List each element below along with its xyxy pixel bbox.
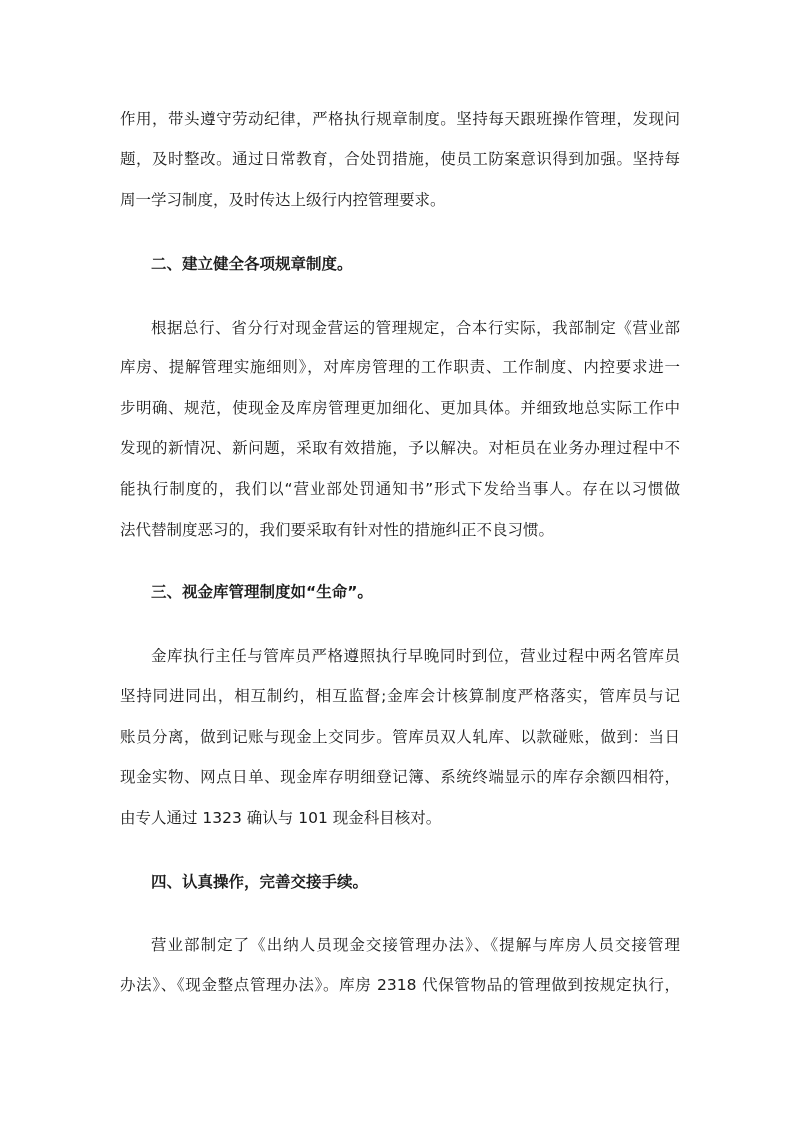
paragraph-line: 库房、提解管理实施细则》，对库房管理的工作职责、工作制度、内控要求进一: [120, 358, 680, 376]
paragraph-line: 发现的新情况、新问题，采取有效措施，予以解决。对柜员在业务办理过程中不: [120, 439, 680, 457]
section-heading: 四、认真操作，完善交接手续。: [151, 873, 369, 891]
section-heading: 二、建立健全各项规章制度。: [151, 255, 353, 273]
paragraph-line: 金库执行主任与管库员严格遵照执行早晚同时到位，营业过程中两名管库员: [151, 647, 680, 665]
paragraph-line: 步明确、规范，使现金及库房管理更加细化、更加具体。并细致地总实际工作中: [120, 399, 680, 417]
paragraph-line: 题，及时整改。通过日常教育，合处罚措施，使员工防案意识得到加强。坚持每: [120, 150, 680, 168]
paragraph-line: 账员分离，做到记账与现金上交同步。管库员双人轧库、以款碰账，做到：当日: [120, 728, 680, 746]
paragraph-line: 能执行制度的，我们以“营业部处罚通知书”形式下发给当事人。存在以习惯做: [120, 480, 680, 498]
paragraph-line: 坚持同进同出，相互制约，相互监督;金库会计核算制度严格落实，管库员与记: [120, 687, 680, 705]
paragraph-line: 根据总行、省分行对现金营运的管理规定，合本行实际，我部制定《营业部: [151, 319, 680, 337]
paragraph-line: 由专人通过 1323 确认与 101 现金科目核对。: [120, 809, 442, 827]
section-heading: 三、视金库管理制度如“生命”。: [151, 583, 373, 601]
paragraph-line: 营业部制定了《出纳人员现金交接管理办法》、《提解与库房人员交接管理: [151, 936, 680, 954]
paragraph-line: 现金实物、网点日单、现金库存明细登记簿、系统终端显示的库存余额四相符，: [120, 768, 680, 786]
paragraph-line: 作用，带头遵守劳动纪律，严格执行规章制度。坚持每天跟班操作管理，发现问: [120, 110, 680, 128]
paragraph-line: 办法》、《现金整点管理办法》。库房 2318 代保管物品的管理做到按规定执行，: [120, 976, 680, 994]
paragraph-line: 周一学习制度，及时传达上级行内控管理要求。: [120, 191, 446, 209]
paragraph-line: 法代替制度恶习的，我们要采取有针对性的措施纠正不良习惯。: [120, 521, 555, 539]
